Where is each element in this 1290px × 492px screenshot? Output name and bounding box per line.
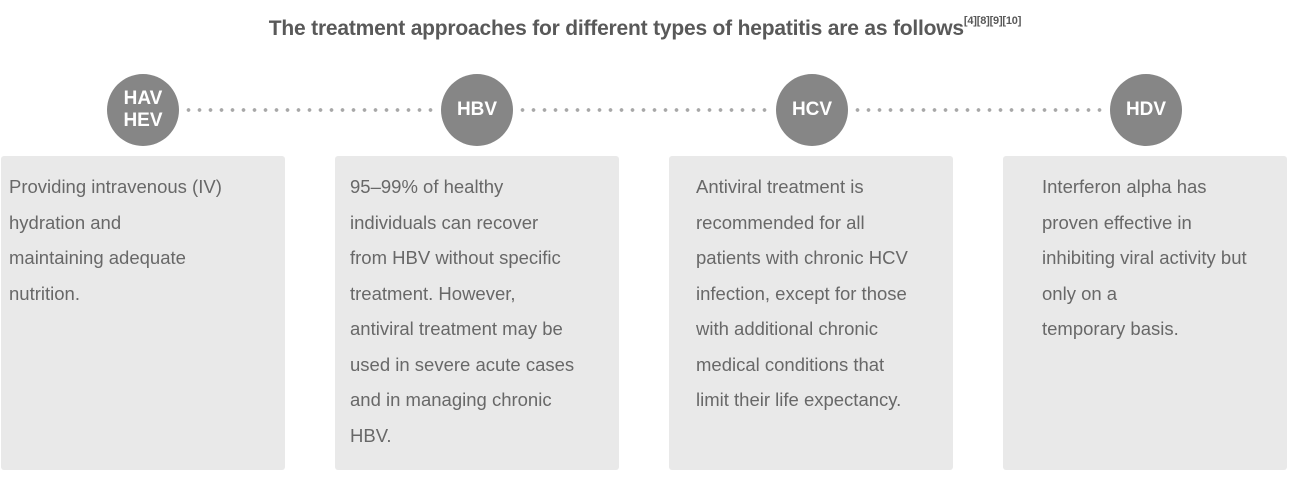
title-text: The treatment approaches for different types of hepatitis are as follows	[268, 17, 964, 40]
node-label-line: HDV	[1125, 99, 1167, 120]
node-label-line: HCV	[791, 99, 833, 120]
card-text-line: Interferon alpha has	[1042, 176, 1207, 197]
page-title	[0, 17, 1290, 41]
card-text-line: patients with chronic HCV	[696, 247, 908, 268]
card-text-line: individuals can recover	[350, 211, 539, 233]
node-label-line: HBV	[456, 99, 498, 120]
card-text-line: inhibiting viral activity but	[1042, 247, 1247, 268]
card-text-line: HBV.	[350, 424, 392, 446]
dotted-connector-3	[852, 108, 1108, 112]
node-hdv	[1110, 74, 1182, 146]
card-hdv	[1003, 156, 1287, 470]
node-hav-hev	[107, 74, 179, 146]
card-text-line: medical conditions that	[696, 353, 885, 375]
card-text-line: used in severe acute cases	[350, 353, 575, 375]
card-text-line: limit their life expectancy.	[696, 389, 902, 410]
title-references: [4][8][9][10]	[963, 15, 1022, 27]
card-hav-hev	[1, 156, 285, 470]
card-text-line: recommended for all	[696, 211, 865, 233]
card-text-line: infection, except for those	[696, 282, 907, 304]
dotted-connector-2	[517, 108, 773, 112]
card-text-line: 95–99% of healthy	[350, 176, 504, 197]
card-text-line: Providing intravenous (IV)	[9, 176, 222, 197]
card-text-line: maintaining adequate	[9, 247, 186, 268]
card-text-line: temporary basis.	[1042, 318, 1179, 339]
card-text-line: with additional chronic	[696, 318, 879, 339]
node-hcv	[776, 74, 848, 146]
node-label-line: HAV	[123, 88, 163, 109]
node-hbv	[441, 74, 513, 146]
card-text-line: only on a	[1042, 282, 1118, 304]
card-text-line: antiviral treatment may be	[350, 318, 563, 339]
card-text-line: hydration and	[9, 211, 122, 233]
card-text-line: and in managing chronic	[350, 389, 552, 410]
dotted-connector-1	[183, 108, 439, 112]
card-text-line: nutrition.	[9, 282, 80, 304]
node-label-line: HEV	[123, 110, 163, 131]
card-text-line: from HBV without specific	[350, 247, 561, 268]
card-hbv	[335, 156, 619, 470]
card-hcv	[669, 156, 953, 470]
card-text-line: Antiviral treatment is	[696, 176, 864, 197]
card-text-line: treatment. However,	[350, 282, 516, 304]
card-text-line: proven effective in	[1042, 211, 1192, 233]
